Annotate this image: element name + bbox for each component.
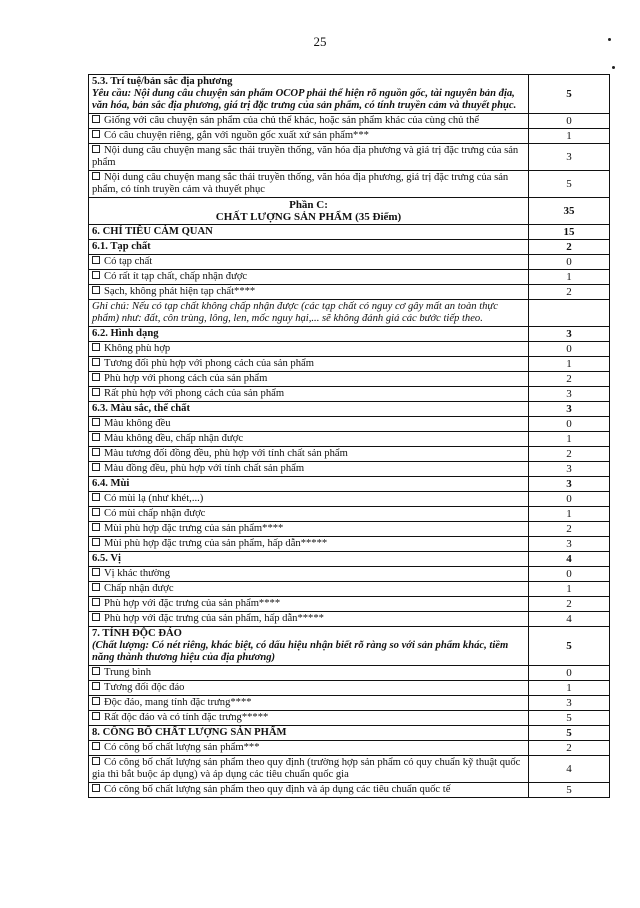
score-cell: 0 <box>529 492 610 507</box>
criterion-text: Sạch, không phát hiện tạp chất**** <box>104 286 256 297</box>
criterion-row <box>89 612 610 627</box>
criterion-text: Có công bố chất lượng sản phẩm*** <box>104 742 260 753</box>
checkbox-icon <box>92 697 100 705</box>
criterion-cell <box>89 198 529 225</box>
criterion-cell <box>89 711 529 726</box>
section-title: 6.4. Mùi <box>92 478 130 489</box>
section-row <box>89 75 610 114</box>
checkbox-icon <box>92 433 100 441</box>
checkbox-icon <box>92 271 100 279</box>
section-requirement: Yêu cầu: Nội dung câu chuyện sản phẩm OCOP phải thể hiện rõ nguồn gốc, tài nguyên bản địa, văn hóa, bản sắc địa phương, giá trị đặc trưng của sản phẩm, có tính truyền cảm và thuyết phục. <box>92 88 517 111</box>
checkbox-icon <box>92 172 100 180</box>
checkbox-icon <box>92 388 100 396</box>
score-cell: 15 <box>529 225 610 240</box>
score-cell: 0 <box>529 666 610 681</box>
section-row <box>89 327 610 342</box>
section-row <box>89 240 610 255</box>
criterion-text: Có câu chuyện riêng, gắn với nguồn gốc xuất xứ sản phẩm*** <box>104 130 369 141</box>
score-cell: 0 <box>529 255 610 270</box>
criterion-cell <box>89 285 529 300</box>
checkbox-icon <box>92 757 100 765</box>
criterion-row <box>89 741 610 756</box>
criterion-text: Nội dung câu chuyện mang sắc thái truyền thống, văn hóa địa phương, giá trị đặc trưng của sản phẩm, có tính truyền cảm và thuyết phục <box>92 172 509 195</box>
score-cell: 5 <box>529 783 610 798</box>
checkbox-icon <box>92 418 100 426</box>
part-heading: Phần C: <box>289 199 328 211</box>
criterion-text: Màu không đều <box>104 418 171 429</box>
criterion-text: Mùi phù hợp đặc trưng của sản phẩm**** <box>104 523 284 534</box>
criterion-cell <box>89 756 529 783</box>
section-title: 6.2. Hình dạng <box>92 328 159 339</box>
score-cell: 4 <box>529 756 610 783</box>
score-cell: 4 <box>529 552 610 567</box>
criterion-row <box>89 417 610 432</box>
section-title: 6.5. Vị <box>92 553 121 564</box>
criterion-text: Mùi phù hợp đặc trưng của sản phẩm, hấp dẫn***** <box>104 538 328 549</box>
score-cell: 1 <box>529 270 610 285</box>
score-cell: 2 <box>529 597 610 612</box>
criterion-cell <box>89 75 529 114</box>
criterion-cell <box>89 552 529 567</box>
criterion-text: Nội dung câu chuyện mang sắc thái truyền thống, văn hóa địa phương và giá trị đặc trưng của sản phẩm <box>92 145 519 168</box>
checkbox-icon <box>92 493 100 501</box>
criterion-cell <box>89 171 529 198</box>
score-cell: 3 <box>529 387 610 402</box>
score-cell: 1 <box>529 357 610 372</box>
criterion-text: Giống với câu chuyện sản phẩm của chủ thể khác, hoặc sản phẩm khác của cùng chủ thể <box>104 115 480 126</box>
score-cell: 1 <box>529 432 610 447</box>
criterion-text: Màu đồng đều, phù hợp với tính chất sản phẩm <box>104 463 305 474</box>
checkbox-icon <box>92 286 100 294</box>
criterion-cell <box>89 114 529 129</box>
criterion-cell <box>89 255 529 270</box>
criterion-row <box>89 696 610 711</box>
score-cell: 5 <box>529 171 610 198</box>
criterion-cell <box>89 129 529 144</box>
criterion-cell <box>89 492 529 507</box>
criterion-cell <box>89 567 529 582</box>
score-cell: 2 <box>529 741 610 756</box>
criterion-row <box>89 129 610 144</box>
score-cell: 3 <box>529 402 610 417</box>
checkbox-icon <box>92 373 100 381</box>
criterion-text: Phù hợp với đặc trưng của sản phẩm, hấp dẫn***** <box>104 613 324 624</box>
score-cell: 1 <box>529 129 610 144</box>
checkbox-icon <box>92 343 100 351</box>
section-row <box>89 402 610 417</box>
score-cell: 1 <box>529 507 610 522</box>
criterion-cell <box>89 537 529 552</box>
score-cell: 5 <box>529 726 610 741</box>
criterion-row <box>89 462 610 477</box>
section-title: 5.3. Trí tuệ/bản sắc địa phương <box>92 76 233 87</box>
criterion-text: Độc đáo, mang tính đặc trưng**** <box>104 697 252 708</box>
checkbox-icon <box>92 523 100 531</box>
criterion-cell <box>89 597 529 612</box>
criterion-cell <box>89 432 529 447</box>
scan-dot-top <box>608 38 611 41</box>
checkbox-icon <box>92 667 100 675</box>
score-cell: 3 <box>529 462 610 477</box>
criterion-row <box>89 357 610 372</box>
criterion-row <box>89 681 610 696</box>
criterion-cell <box>89 342 529 357</box>
checkbox-icon <box>92 130 100 138</box>
criterion-cell <box>89 387 529 402</box>
checkbox-icon <box>92 448 100 456</box>
criterion-cell <box>89 240 529 255</box>
criterion-text: Màu tương đối đồng đều, phù hợp với tính chất sản phẩm <box>104 448 348 459</box>
criterion-row <box>89 387 610 402</box>
checkbox-icon <box>92 358 100 366</box>
criterion-text: Tương đối phù hợp với phong cách của sản phẩm <box>104 358 314 369</box>
criterion-cell <box>89 507 529 522</box>
checkbox-icon <box>92 568 100 576</box>
score-cell: 5 <box>529 711 610 726</box>
criterion-text: Có công bố chất lượng sản phẩm theo quy định (trường hợp sản phẩm có quy chuẩn kỹ thuật quốc gia thì bắt buộc áp dụng) và áp dụng các tiêu chuẩn quốc gia <box>92 757 521 780</box>
criterion-cell <box>89 462 529 477</box>
criterion-text: Có công bố chất lượng sản phẩm theo quy định và áp dụng các tiêu chuẩn quốc tế <box>104 784 451 795</box>
checkbox-icon <box>92 682 100 690</box>
score-cell: 3 <box>529 144 610 171</box>
criterion-row <box>89 522 610 537</box>
checkbox-icon <box>92 463 100 471</box>
score-cell: 0 <box>529 342 610 357</box>
score-cell: 3 <box>529 696 610 711</box>
scan-dot-side <box>612 66 615 69</box>
criterion-cell <box>89 582 529 597</box>
criterion-row <box>89 537 610 552</box>
section-row <box>89 552 610 567</box>
criterion-cell <box>89 741 529 756</box>
checkbox-icon <box>92 742 100 750</box>
criterion-cell <box>89 477 529 492</box>
section-row <box>89 627 610 666</box>
note-row <box>89 300 610 327</box>
criterion-row <box>89 144 610 171</box>
criterion-row <box>89 432 610 447</box>
criterion-cell <box>89 696 529 711</box>
score-cell: 2 <box>529 447 610 462</box>
score-cell <box>529 300 610 327</box>
criterion-cell <box>89 681 529 696</box>
criterion-text: Không phù hợp <box>104 343 171 354</box>
criterion-row <box>89 114 610 129</box>
criterion-text: Trung bình <box>104 667 151 678</box>
page-number: 25 <box>313 34 327 49</box>
criterion-cell <box>89 402 529 417</box>
part-row <box>89 198 610 225</box>
checkbox-icon <box>92 583 100 591</box>
criterion-text: Màu không đều, chấp nhận được <box>104 433 244 444</box>
score-cell: 5 <box>529 75 610 114</box>
score-cell: 2 <box>529 240 610 255</box>
section-title: 6. CHỈ TIÊU CẢM QUAN <box>92 226 213 237</box>
criterion-row <box>89 507 610 522</box>
score-cell: 5 <box>529 627 610 666</box>
section-row <box>89 726 610 741</box>
checkbox-icon <box>92 256 100 264</box>
checkbox-icon <box>92 508 100 516</box>
criterion-cell <box>89 372 529 387</box>
score-cell: 3 <box>529 537 610 552</box>
criterion-text: Phù hợp với phong cách của sản phẩm <box>104 373 268 384</box>
criterion-text: Tương đối độc đáo <box>104 682 185 693</box>
score-cell: 0 <box>529 417 610 432</box>
criterion-row <box>89 285 610 300</box>
criterion-cell <box>89 357 529 372</box>
criterion-cell <box>89 666 529 681</box>
criterion-cell <box>89 726 529 741</box>
criterion-row <box>89 567 610 582</box>
criterion-text: Rất phù hợp với phong cách của sản phẩm <box>104 388 285 399</box>
criterion-row <box>89 597 610 612</box>
score-cell: 3 <box>529 477 610 492</box>
part-heading: CHẤT LƯỢNG SẢN PHẨM (35 Điểm) <box>215 211 402 223</box>
criterion-text: Rất độc đáo và có tính đặc trưng***** <box>104 712 269 723</box>
score-table-body <box>89 75 610 798</box>
checkbox-icon <box>92 784 100 792</box>
criterion-row <box>89 582 610 597</box>
criterion-cell <box>89 522 529 537</box>
checkbox-icon <box>92 613 100 621</box>
section-row <box>89 477 610 492</box>
criterion-row <box>89 372 610 387</box>
score-cell: 4 <box>529 612 610 627</box>
criterion-text: Vị khác thường <box>104 568 171 579</box>
section-title: 6.1. Tạp chất <box>92 241 151 252</box>
criterion-row <box>89 492 610 507</box>
criterion-cell <box>89 612 529 627</box>
criterion-text: Phù hợp với đặc trưng của sản phẩm**** <box>104 598 281 609</box>
section-title: 8. CÔNG BỐ CHẤT LƯỢNG SẢN PHẨM <box>92 727 287 738</box>
criterion-cell <box>89 327 529 342</box>
score-cell: 0 <box>529 567 610 582</box>
criterion-row <box>89 666 610 681</box>
criterion-cell <box>89 300 529 327</box>
ocop-score-table <box>88 74 610 798</box>
criterion-row <box>89 171 610 198</box>
criterion-cell <box>89 144 529 171</box>
criterion-row <box>89 783 610 798</box>
section-title: 7. TÍNH ĐỘC ĐÁO <box>92 628 182 639</box>
score-cell: 1 <box>529 681 610 696</box>
criterion-row <box>89 342 610 357</box>
note-text: Ghi chú: Nếu có tạp chất không chấp nhận được (các tạp chất có nguy cơ gây mất an toàn thực phẩm) như: đất, côn trùng, lông, len, mốc nguy hại,... sẽ không đánh giá các bước tiếp theo. <box>92 301 498 324</box>
section-row <box>89 225 610 240</box>
criterion-text: Có rất ít tạp chất, chấp nhận được <box>104 271 248 282</box>
criterion-row <box>89 711 610 726</box>
criterion-cell <box>89 270 529 285</box>
section-requirement: (Chất lượng: Có nét riêng, khác biệt, có dấu hiệu nhận biết rõ ràng so với sản phẩm khác, tiềm năng thành thương hiệu của địa phương) <box>92 640 509 663</box>
criterion-cell <box>89 447 529 462</box>
criterion-row <box>89 447 610 462</box>
criterion-text: Chấp nhận được <box>104 583 174 594</box>
score-cell: 3 <box>529 327 610 342</box>
checkbox-icon <box>92 598 100 606</box>
score-cell: 2 <box>529 522 610 537</box>
criterion-text: Có mùi lạ (như khét,...) <box>104 493 204 504</box>
score-cell: 2 <box>529 285 610 300</box>
criterion-text: Có tạp chất <box>104 256 153 267</box>
criterion-cell <box>89 417 529 432</box>
criterion-row <box>89 255 610 270</box>
score-cell: 0 <box>529 114 610 129</box>
criterion-row <box>89 756 610 783</box>
checkbox-icon <box>92 115 100 123</box>
criterion-text: Có mùi chấp nhận được <box>104 508 206 519</box>
score-cell: 35 <box>529 198 610 225</box>
section-title: 6.3. Màu sắc, thể chất <box>92 403 190 414</box>
score-cell: 2 <box>529 372 610 387</box>
criterion-cell <box>89 225 529 240</box>
checkbox-icon <box>92 538 100 546</box>
score-cell: 1 <box>529 582 610 597</box>
criterion-cell <box>89 627 529 666</box>
checkbox-icon <box>92 145 100 153</box>
criterion-cell <box>89 783 529 798</box>
criterion-row <box>89 270 610 285</box>
checkbox-icon <box>92 712 100 720</box>
